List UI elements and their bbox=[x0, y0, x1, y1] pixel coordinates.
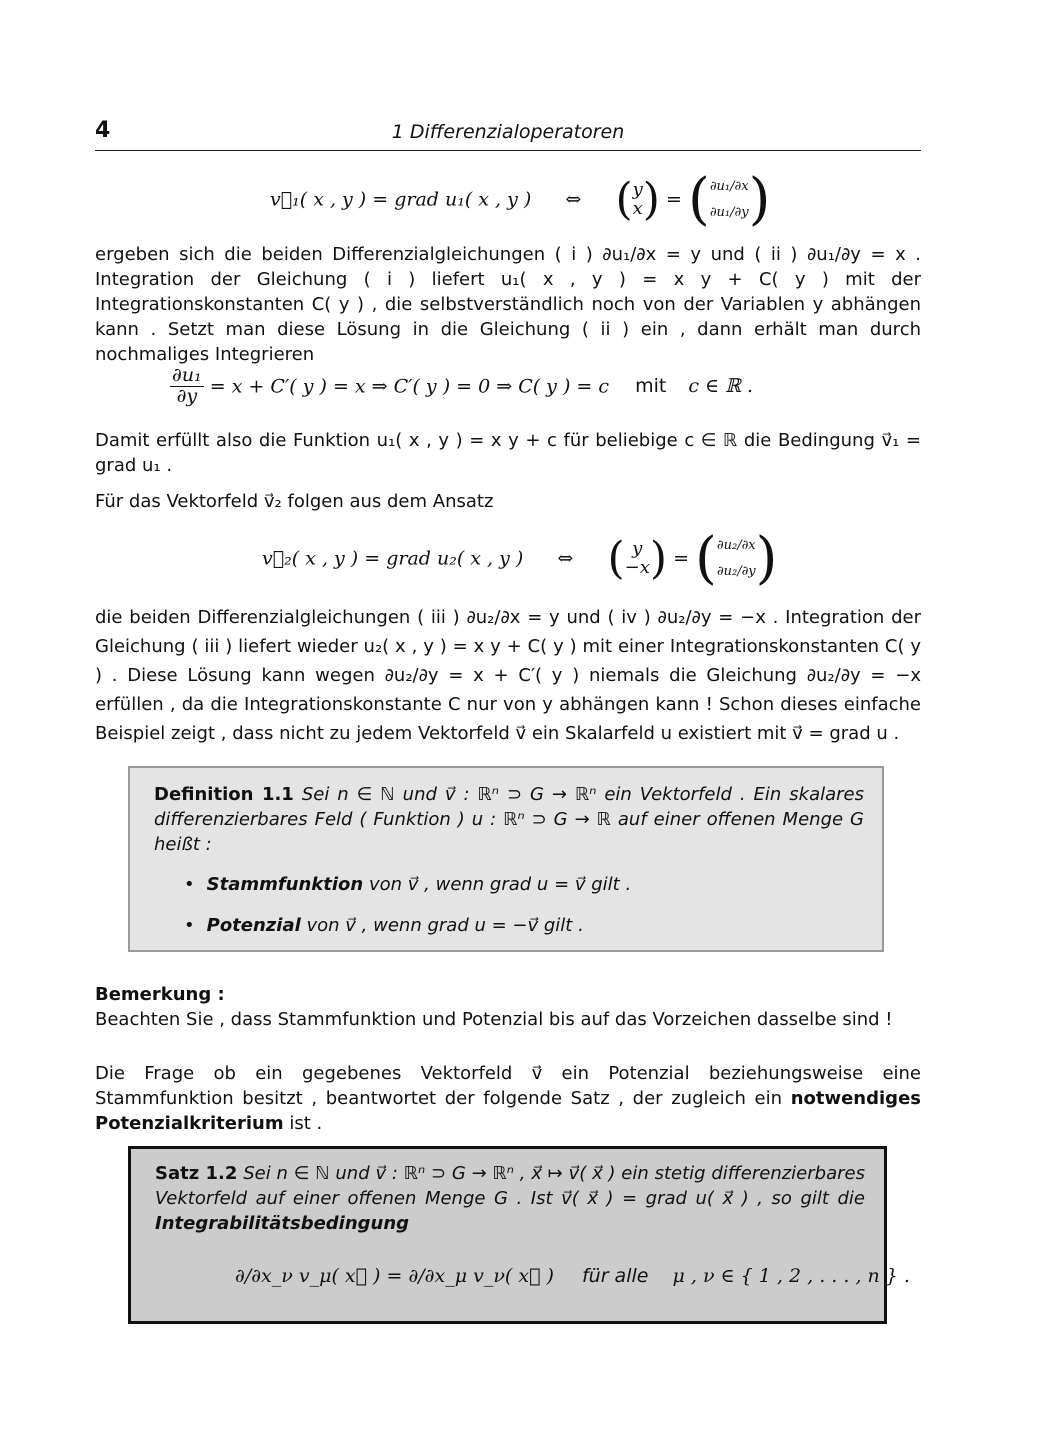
eq2-cond: c ∈ ℝ . bbox=[688, 375, 754, 398]
paragraph-satz-intro bbox=[95, 1061, 921, 1136]
eq3-equiv: ⇔ bbox=[557, 547, 574, 570]
theorem-bold-term: Integrabilitätsbedingung bbox=[155, 1213, 410, 1234]
theorem-label: Satz 1.2 bbox=[155, 1163, 238, 1184]
paragraph-conclusion-u1: Damit erfüllt also die Funktion u₁( x , y ) = x y + c für beliebige c ∈ ℝ die Bedingung v⃗₁ = grad u₁ . bbox=[95, 430, 921, 476]
satz-intro-bold: notwendiges Potenzialkriterium bbox=[95, 1088, 921, 1134]
definition-bullet-stammfunktion: • Stammfunktion von v⃗ , wenn grad u = v⃗ gilt . bbox=[184, 874, 632, 895]
equation-v2-gradient: v⃗₂( x , y ) = grad u₂( x , y ) ⇔ ( y −x ) = ( ∂u₂/∂x ∂u₂/∂y ) bbox=[262, 526, 778, 591]
equation-v1-gradient: v⃗₁( x , y ) = grad u₁( x , y ) ⇔ ( y x ) = ( ∂u₁/∂x ∂u₁/∂y ) bbox=[270, 167, 771, 232]
page-header bbox=[95, 118, 921, 151]
eq1-lhs: v⃗₁( x , y ) = grad u₁( x , y ) bbox=[270, 188, 532, 211]
eq2-frac-num: ∂u₁ bbox=[172, 364, 202, 386]
bullet-term-potenzial: Potenzial bbox=[206, 915, 301, 936]
definition-body: Sei n ∈ ℕ und v⃗ : ℝⁿ ⊃ G → ℝⁿ ein Vektorfeld . Ein skalares differenzierbares Feld ( Funktion ) u : ℝⁿ ⊃ G → ℝ auf einer offenen Menge G heißt : bbox=[154, 784, 864, 855]
remark-heading: Bemerkung : bbox=[95, 984, 225, 1005]
satz-intro-end: ist . bbox=[289, 1113, 323, 1134]
definition-text bbox=[154, 782, 864, 857]
equation-integration-step bbox=[170, 366, 753, 407]
definition-label: Definition 1.1 bbox=[154, 784, 294, 805]
eq3-rhs-top: ∂u₂/∂x bbox=[716, 537, 756, 553]
satz-intro-text: Die Frage ob ein gegebenes Vektorfeld v⃗ ein Potenzial beziehungsweise eine Stammfunktion besitzt , beantwortet der folgende Satz , der zugleich ein bbox=[95, 1063, 921, 1109]
eq1-vec-bottom: x bbox=[632, 197, 643, 219]
remark-text: Beachten Sie , dass Stammfunktion und Potenzial bis auf das Vorzeichen dasselbe sind ! bbox=[95, 1009, 893, 1030]
eq3-rhs-bottom: ∂u₂/∂y bbox=[716, 563, 756, 579]
theorem-fuer-alle: für alle bbox=[581, 1265, 649, 1287]
theorem-index-set: μ , ν ∈ { 1 , 2 , . . . , n } . bbox=[672, 1265, 910, 1287]
bullet-rest-stammfunktion: von v⃗ , wenn grad u = v⃗ gilt . bbox=[368, 874, 632, 895]
paragraph-v2-intro: Für das Vektorfeld v⃗₂ folgen aus dem Ansatz bbox=[95, 491, 494, 512]
bullet-term-stammfunktion: Stammfunktion bbox=[206, 874, 364, 895]
paragraph-integration: ergeben sich die beiden Differenzialgleichungen ( i ) ∂u₁/∂x = y und ( ii ) ∂u₁/∂y = x . Integration der Gleichung ( i ) liefert u₁( x , y ) = x y + C( y ) mit der Integrationskonstanten C( y ) , die selbstverständlich noch von der Variablen y abhängen kann . Setzt man diese Lösung in die Gleichung ( ii ) ein , dann erhält man durch nochmaliges Integrieren bbox=[95, 244, 921, 365]
eq1-rhs-bottom: ∂u₁/∂y bbox=[709, 204, 749, 220]
theorem-formula-left: ∂/∂x_ν v_μ( x⃗ ) = ∂/∂x_μ v_ν( x⃗ ) bbox=[235, 1265, 554, 1287]
definition-box bbox=[128, 766, 884, 952]
eq3-vec-bottom: −x bbox=[624, 556, 650, 578]
eq1-vec-top: y bbox=[632, 178, 643, 200]
eq2-rest: = x + C′( y ) = x ⇒ C′( y ) = 0 ⇒ C( y ) = c bbox=[209, 375, 610, 398]
eq3-lhs: v⃗₂( x , y ) = grad u₂( x , y ) bbox=[262, 547, 524, 570]
eq2-mit: mit bbox=[635, 375, 667, 398]
page-number: 4 bbox=[95, 118, 111, 143]
chapter-title: 1 Differenzialoperatoren bbox=[391, 121, 625, 143]
theorem-formula bbox=[235, 1265, 910, 1287]
eq1-equiv: ⇔ bbox=[565, 188, 582, 211]
eq2-frac-den: ∂y bbox=[176, 384, 198, 407]
theorem-box bbox=[128, 1146, 910, 1324]
paragraph-v2-integration: die beiden Differenzialgleichungen ( iii ) ∂u₂/∂x = y und ( iv ) ∂u₂/∂y = −x . Integration der Gleichung ( iii ) liefert wieder u₂( x , y ) = x y + C( y ) mit einer Integrationskonstanten C( y ) . Diese Lösung kann wegen ∂u₂/∂y = x + C′( y ) niemals die Gleichung ∂u₂/∂y = −x erfüllen , da die Integrationskonstante C nur von y abhängen kann ! Schon dieses einfache Beispiel zeigt , dass nicht zu jedem Vektorfeld v⃗ ein Skalarfeld u existiert mit v⃗ = grad u . bbox=[95, 607, 921, 744]
eq1-rhs-top: ∂u₁/∂x bbox=[709, 178, 749, 194]
eq3-vec-top: y bbox=[632, 537, 643, 559]
theorem-text bbox=[155, 1161, 865, 1236]
theorem-body: Sei n ∈ ℕ und v⃗ : ℝⁿ ⊃ G → ℝⁿ , x⃗ ↦ v⃗( x⃗ ) ein stetig differenzierbares Vektorfeld auf einer offenen Menge G . Ist v⃗( x⃗ ) = grad u( x⃗ ) , so gilt die bbox=[155, 1163, 865, 1209]
bullet-rest-potenzial: von v⃗ , wenn grad u = −v⃗ gilt . bbox=[306, 915, 584, 936]
definition-bullet-potenzial: • Potenzial von v⃗ , wenn grad u = −v⃗ gilt . bbox=[184, 915, 584, 936]
